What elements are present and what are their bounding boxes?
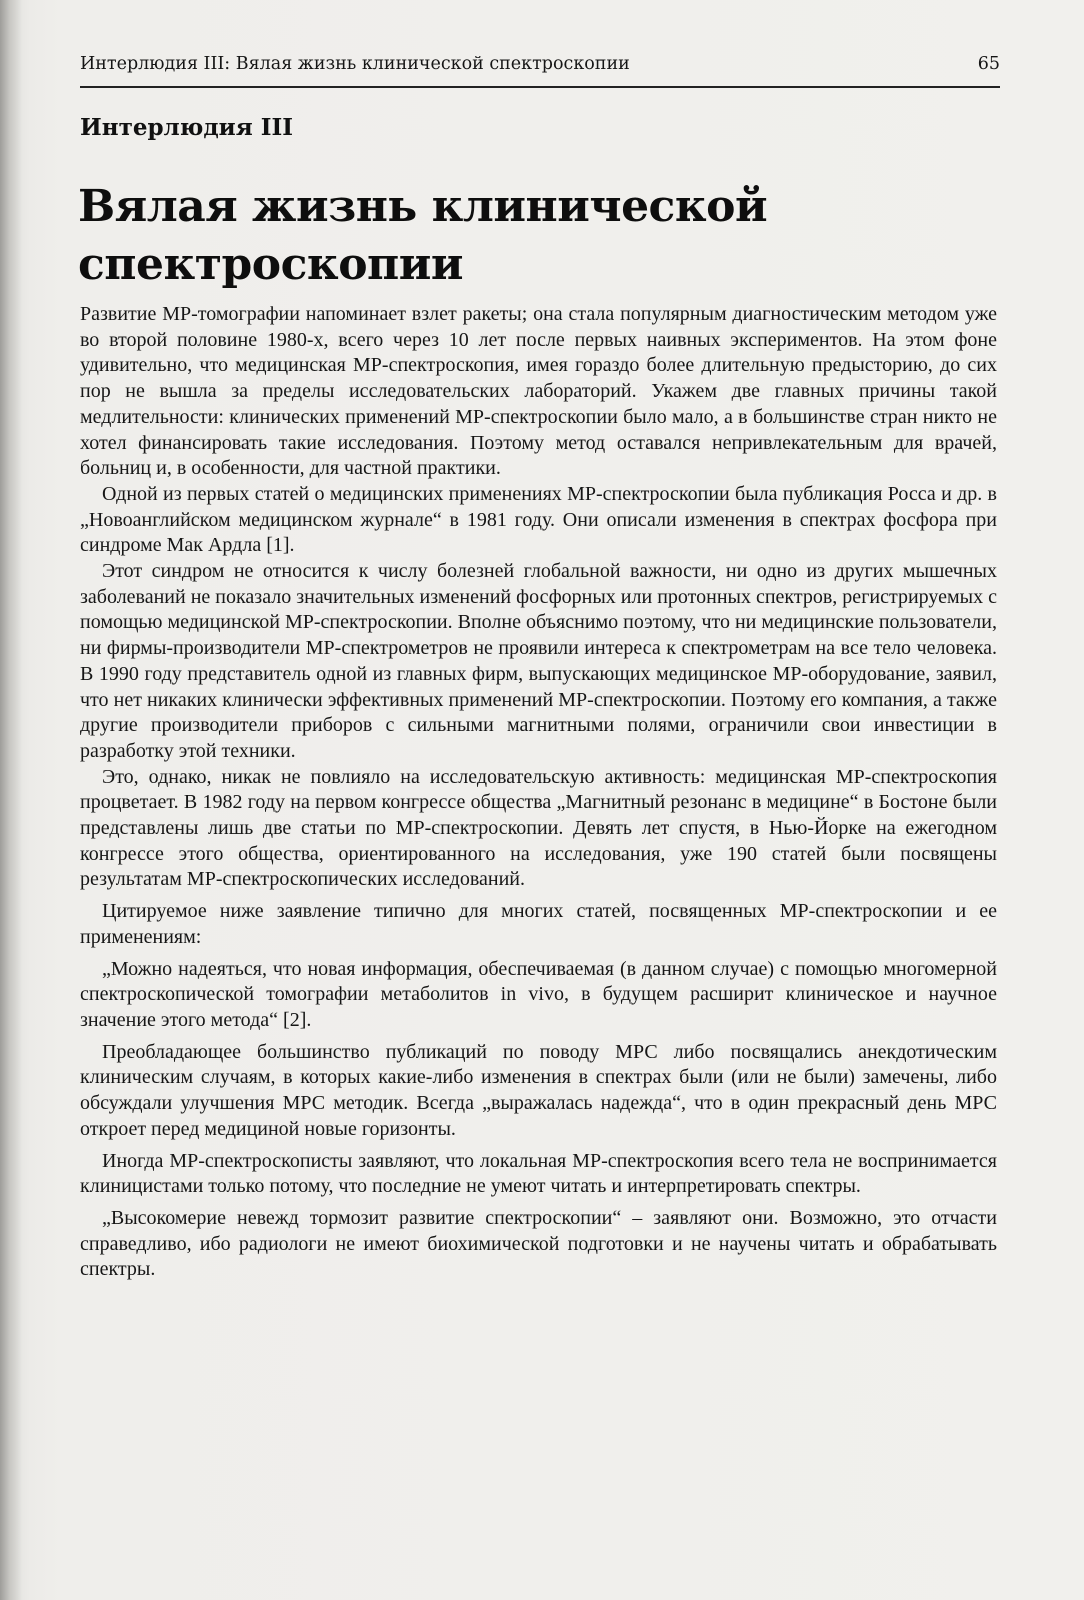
body-text	[80, 302, 997, 1283]
paragraph-3: Этот синдром не относится к числу болезней глобальной важности, ни одно из других мышечных заболеваний не показало значительных изменений фосфорных или протонных спектров, регистрируемых с помощью медицинской МР-спектроскопии. Вполне объяснимо поэтому, что ни медицинские пользователи, ни фирмы-производители МР-спектрометров не проявили интереса к спектрометрам на все тело человека. В 1990 году представитель одной из главных фирм, выпускающих медицинское МР-оборудование, заявил, что нет никаких клинически эффективных применений МР-спектроскопии. Поэтому его компания, а также другие производители приборов с сильными магнитными полями, ограничили свои инвестиции в разработку этой техники.	[80, 560, 997, 762]
quote-paragraph: „Можно надеяться, что новая информация, обеспечиваемая (в данном случае) с помощью многомерной спектроскопической томографии метаболитов in vivo, в будущем расширит клиническое и научное значение этого метода“ [2].	[80, 957, 997, 1031]
paragraph-1: Развитие МР-томографии напоминает взлет ракеты; она стала популярным диагностическим методом уже во второй половине 1980-х, всего через 10 лет после первых наивных экспериментов. На этом фоне удивительно, что медицинская МР-спектроскопия, имея гораздо более длительную предысторию, до сих пор не вышла за пределы исследовательских лабораторий. Укажем две главных причины такой медлительности: клинических применений МР-спектроскопии было мало, а в большинстве стран никто не хотел финансировать такие исследования. Поэтому метод оставался непривлекательным для врачей, больниц и, в особенности, для частной практики.	[80, 303, 997, 480]
running-title: Интерлюдия III: Вялая жизнь клинической спектроскопии	[80, 54, 630, 74]
running-header	[80, 50, 1000, 88]
page-number: 65	[977, 54, 1000, 74]
paragraph-2: Одной из первых статей о медицинских применениях МР-спектроскопии была публикация Росса и др. в „Новоанглийском медицинском журнале“ в 1981 году. Они описали изменения в спектрах фосфора при синдроме Мак Ардла [1].	[80, 482, 997, 557]
quote-paragraph-2: „Высокомерие невежд тормозит развитие спектроскопии“ – заявляют они. Возможно, это отчасти справедливо, ибо радиологи не имеют биохимической подготовки и не научены читать и обрабатывать спектры.	[80, 1206, 997, 1281]
page-gutter-shadow	[0, 0, 22, 1600]
paragraph-6: Преобладающее большинство публикаций по поводу МРС либо посвящались анекдотическим клиническим случаям, в которых какие-либо изменения в спектрах были (или не были) замечены, либо обсуждали улучшения МРС методик. Всегда „выражалась надежда“, что в один прекрасный день МРС откроет перед медициной новые горизонты.	[80, 1040, 997, 1140]
chapter-title: Вялая жизнь клинической спектроскопии	[78, 181, 768, 290]
paragraph-5: Цитируемое ниже заявление типично для многих статей, посвященных МР-спектроскопии и ее применениям:	[80, 900, 997, 948]
paragraph-4: Это, однако, никак не повлияло на исследовательскую активность: медицинская МР-спектроскопия процветает. В 1982 году на первом конгрессе общества „Магнитный резонанс в медицине“ в Бостоне были представлены лишь две статьи по МР-спектроскопии. Девять лет спустя, в Нью-Йорке на ежегодном конгрессе этого общества, ориентированного на исследования, уже 190 статей были посвящены результатам МР-спектроскопических исследований.	[80, 765, 997, 891]
chapter-label: Интерлюдия III	[80, 114, 293, 141]
paragraph-7: Иногда МР-спектроскописты заявляют, что локальная МР-спектроскопия всего тела не воспринимается клиницистами только потому, что последние не умеют читать и интерпретировать спектры.	[80, 1149, 997, 1198]
